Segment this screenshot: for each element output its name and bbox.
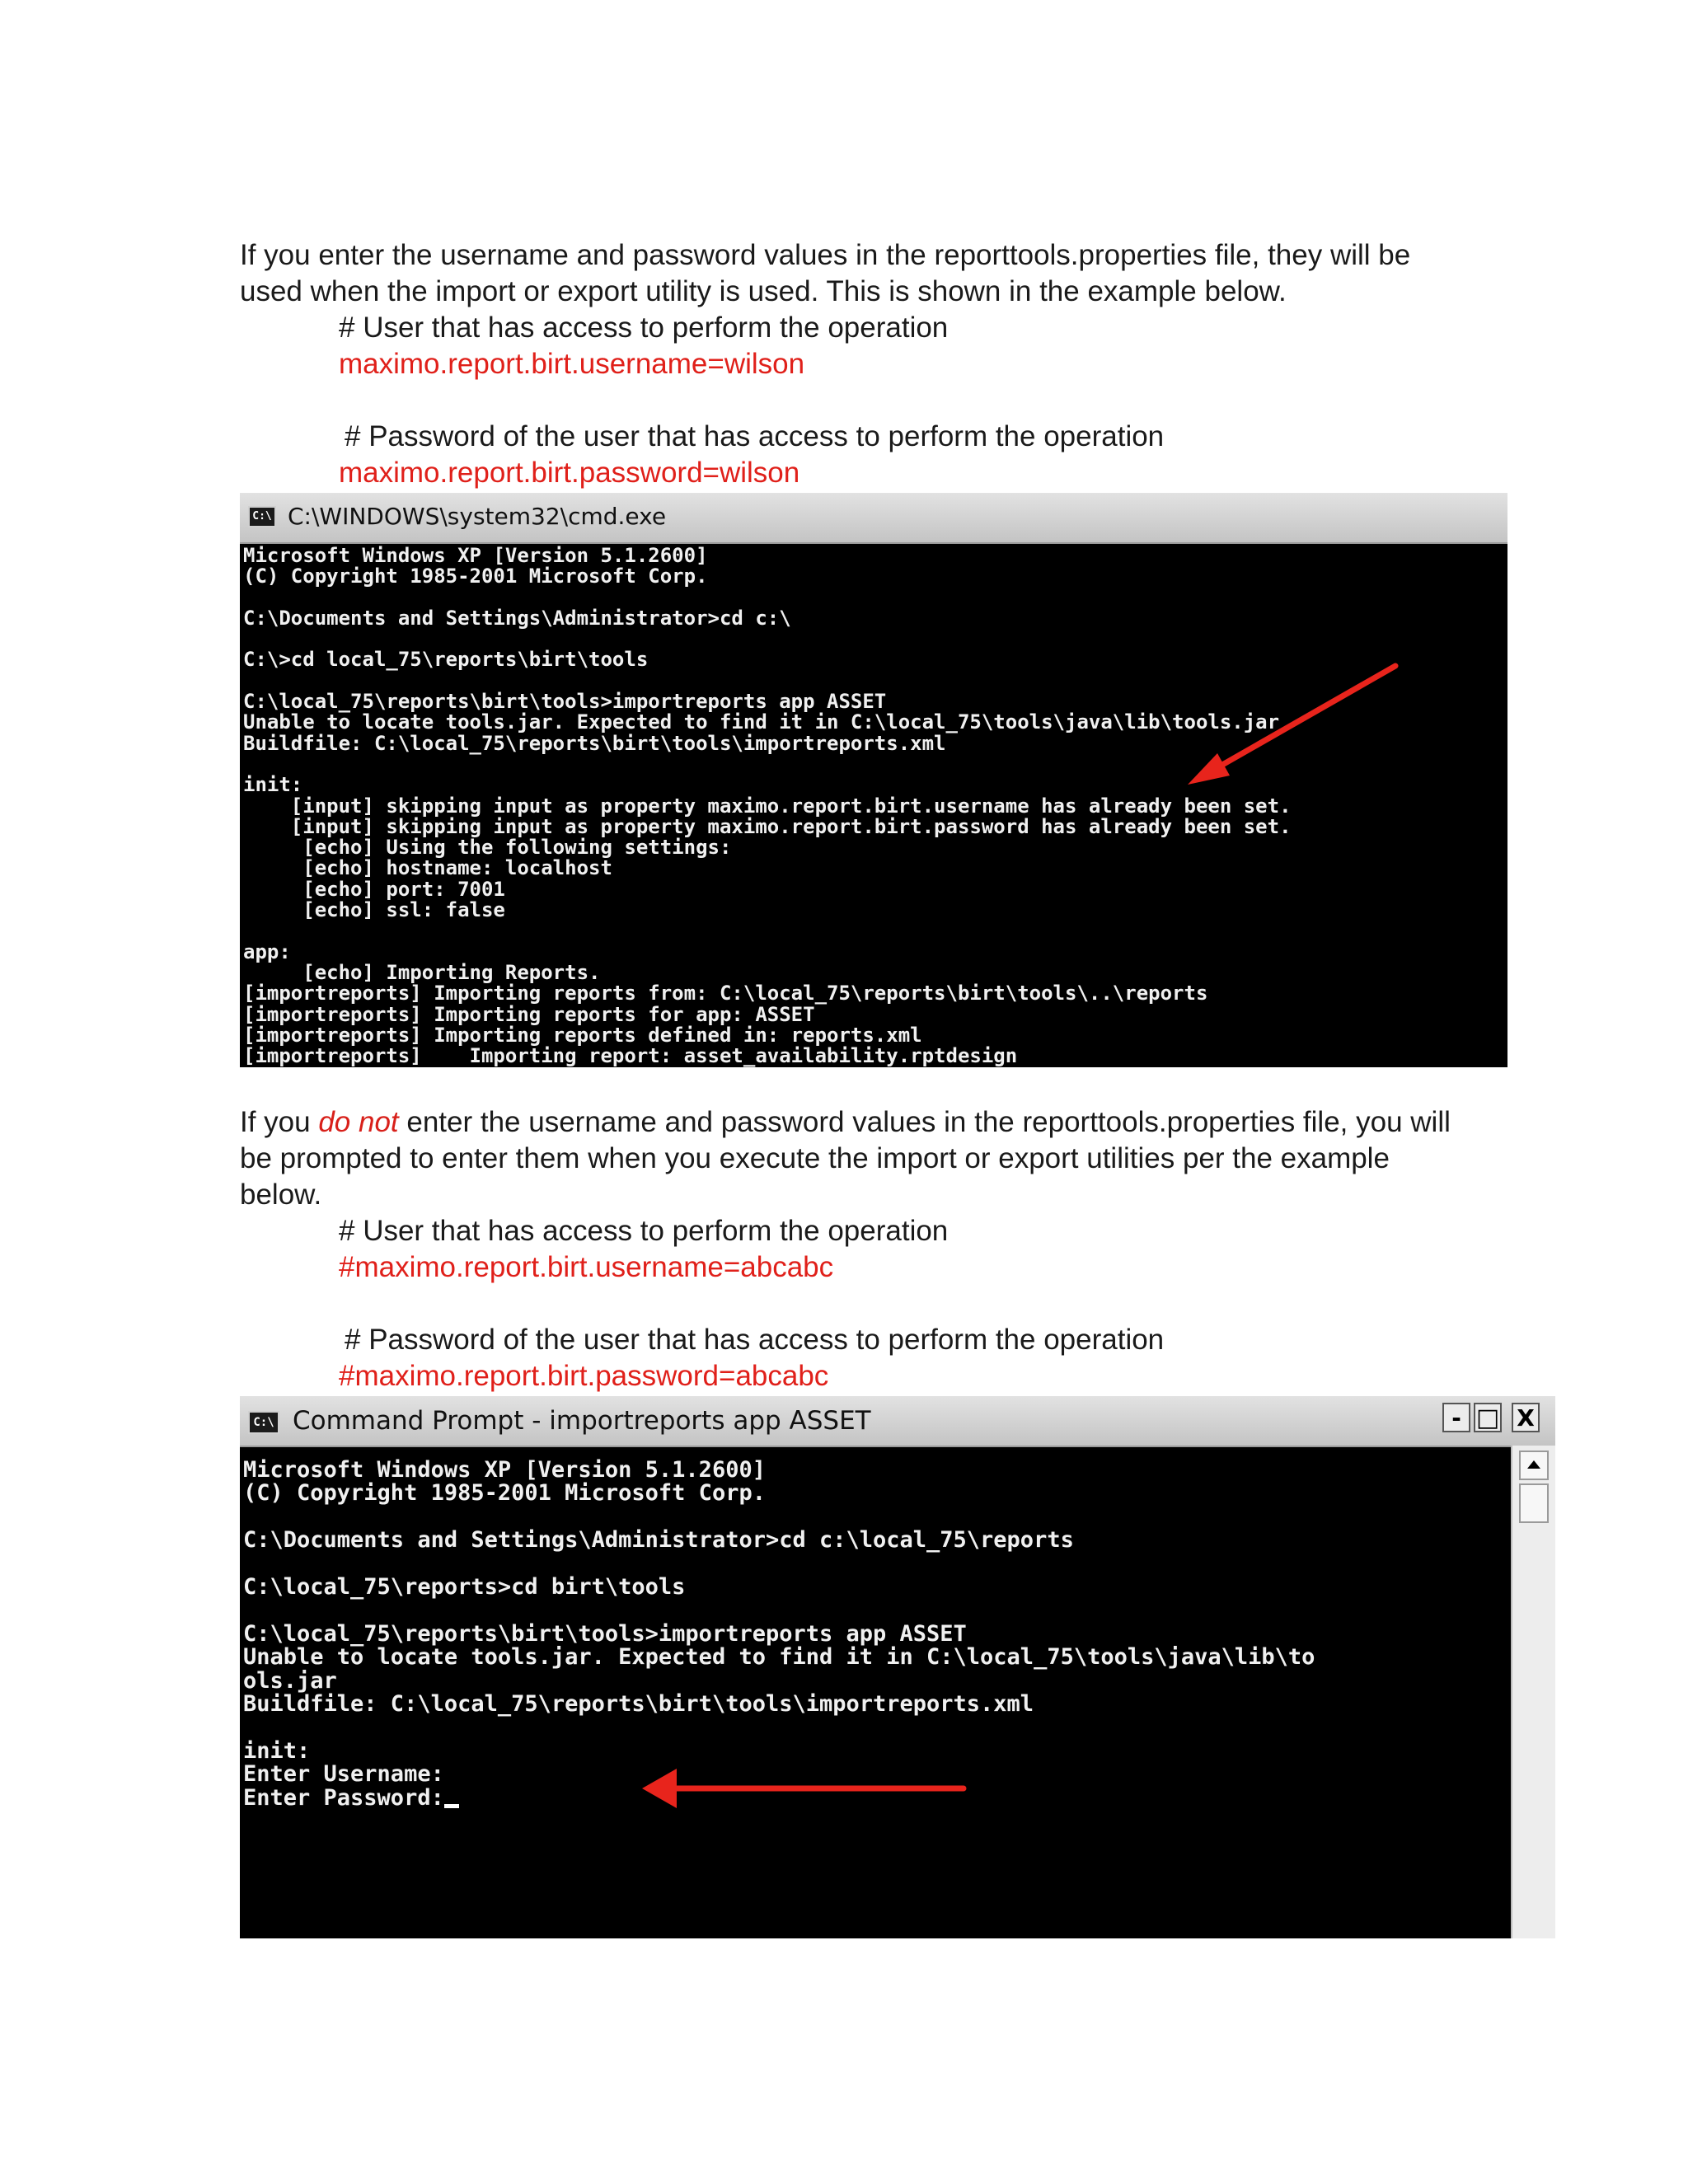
- console-line: init:: [243, 1737, 311, 1764]
- window-title: Command Prompt - importreports app ASSET: [293, 1406, 871, 1436]
- console-line: Buildfile: C:\local_75\reports\birt\tools\importreports.xml: [243, 731, 946, 755]
- console-line: Microsoft Windows XP [Version 5.1.2600]: [243, 1457, 766, 1483]
- console-line: (C) Copyright 1985-2001 Microsoft Corp.: [243, 1480, 766, 1507]
- console-line: [echo] hostname: localhost: [243, 856, 612, 880]
- password-prompt: Enter Password:: [243, 1784, 444, 1811]
- password-property-commented: #maximo.report.birt.password=abcabc: [339, 1360, 829, 1392]
- password-property: maximo.report.birt.password=wilson: [339, 457, 800, 489]
- console-line: [importreports] Importing report: asset_availability.rptdesign: [243, 1044, 1018, 1067]
- console-line: Unable to locate tools.jar. Expected to find it in C:\local_75\tools\java\lib\to: [243, 1644, 1315, 1671]
- console-icon: C:\: [248, 1411, 279, 1434]
- console-line: C:\Documents and Settings\Administrator>cd c:\local_75\reports: [243, 1527, 1074, 1554]
- console-line: Enter Username:: [243, 1761, 444, 1788]
- console-line: ols.jar: [243, 1667, 337, 1694]
- console-line: [importreports] Importing reports for app: ASSET: [243, 1002, 815, 1026]
- console-line: [echo] port: 7001: [243, 877, 505, 901]
- close-button[interactable]: X: [1512, 1403, 1540, 1432]
- password-comment: # Password of the user that has access to perform the operation: [345, 420, 1165, 452]
- username-property-commented: #maximo.report.birt.username=abcabc: [339, 1251, 834, 1283]
- second-paragraph-line-2: be prompted to enter them when you execute the import or export utilities per the example: [240, 1142, 1390, 1174]
- console-line: Buildfile: C:\local_75\reports\birt\tools\importreports.xml: [243, 1691, 1034, 1718]
- console-line: C:\local_75\reports\birt\tools>importreports app ASSET: [243, 690, 887, 714]
- cmd-window-2: [240, 1396, 1555, 1938]
- console-line: [echo] Importing Reports.: [243, 960, 601, 984]
- console-line: C:\Documents and Settings\Administrator>cd c:\: [243, 606, 791, 630]
- password-comment-2: # Password of the user that has access to perform the operation: [345, 1324, 1165, 1356]
- second-paragraph-line-1: If you do not enter the username and password values in the reporttools.properties file, you will: [240, 1106, 1451, 1138]
- username-comment: # User that has access to perform the operation: [339, 312, 949, 344]
- console-line: (C) Copyright 1985-2001 Microsoft Corp.: [243, 565, 708, 588]
- username-comment-2: # User that has access to perform the operation: [339, 1215, 949, 1247]
- intro-paragraph-line-2: used when the import or export utility is used. This is shown in the example below.: [240, 275, 1287, 307]
- console-line: [input] skipping input as property maximo.report.birt.password has already been set.: [243, 814, 1292, 838]
- console-line: [echo] Using the following settings:: [243, 836, 732, 860]
- console-line: Microsoft Windows XP [Version 5.1.2600]: [243, 544, 708, 567]
- cmd-window-1: [240, 493, 1507, 1067]
- console-line: C:\local_75\reports>cd birt\tools: [243, 1574, 686, 1601]
- minimize-button[interactable]: -: [1442, 1403, 1470, 1432]
- console-line: [input] skipping input as property maximo.report.birt.username has already been set.: [243, 794, 1292, 818]
- second-paragraph-line-3: below.: [240, 1179, 322, 1211]
- console-line: app:: [243, 940, 291, 963]
- console-line: [importreports] Importing reports from: C:\local_75\reports\birt\tools\..\reports: [243, 982, 1208, 1005]
- username-property: maximo.report.birt.username=wilson: [339, 348, 805, 380]
- maximize-button[interactable]: □: [1474, 1403, 1502, 1432]
- console-line: Unable to locate tools.jar. Expected to find it in C:\local_75\tools\java\lib\tools.jar: [243, 710, 1280, 734]
- console-line: [echo] ssl: false: [243, 898, 505, 922]
- do-not-emphasis: do not: [318, 1106, 399, 1138]
- console-icon: C:\: [248, 506, 276, 527]
- red-arrow-1: [240, 493, 1507, 1067]
- red-arrow-2: [240, 1396, 1555, 1938]
- console-line: init:: [243, 773, 303, 797]
- console-line: C:\local_75\reports\birt\tools>importreports app ASSET: [243, 1620, 967, 1647]
- window-title: C:\WINDOWS\system32\cmd.exe: [288, 503, 667, 530]
- console-line: C:\>cd local_75\reports\birt\tools: [243, 648, 649, 672]
- intro-paragraph-line-1: If you enter the username and password values in the reporttools.properties file, they will be: [240, 239, 1411, 271]
- console-line: [importreports] Importing reports defined in: reports.xml: [243, 1023, 922, 1047]
